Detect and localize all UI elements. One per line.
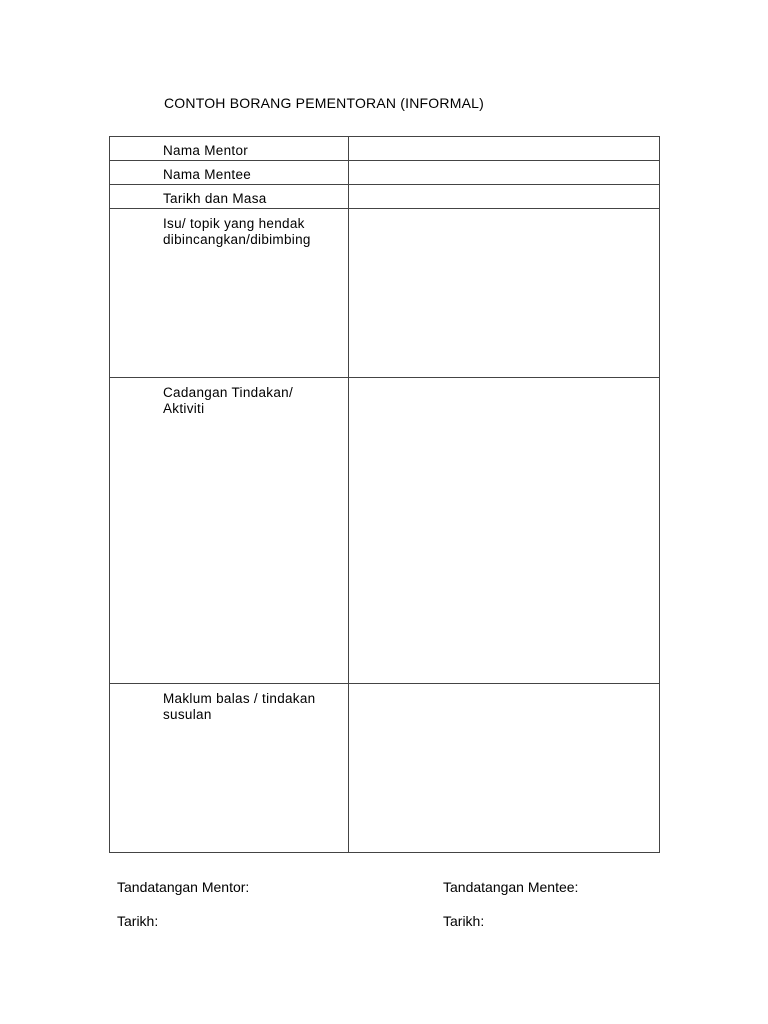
label-cell [110,684,349,853]
label-cell [110,161,349,185]
feedback-field[interactable] [349,684,660,853]
mentor-date-label: Tarikh: [117,913,159,929]
mentee-name-field[interactable] [349,161,660,185]
label-cell [110,209,349,378]
issue-topic-label: Isu/ topik yang hendak dibincangkan/dibimbing [163,216,311,247]
table-row [110,161,660,185]
mentoring-form-table [109,136,660,853]
mentee-date-label: Tarikh: [443,913,485,929]
date-time-field[interactable] [349,185,660,209]
mentor-name-field[interactable] [349,137,660,161]
table-row [110,137,660,161]
table-row [110,378,660,684]
table-row [110,209,660,378]
issue-topic-field[interactable] [349,209,660,378]
table-row [110,684,660,853]
label-cell [110,185,349,209]
label-cell [110,137,349,161]
action-proposal-field[interactable] [349,378,660,684]
table-row [110,185,660,209]
action-proposal-label: Cadangan Tindakan/ Aktiviti [163,385,293,416]
mentor-name-label: Nama Mentor [163,143,249,158]
mentee-name-label: Nama Mentee [163,167,252,182]
mentor-signature-label: Tandatangan Mentor: [117,879,250,895]
form-title: CONTOH BORANG PEMENTORAN (INFORMAL) [164,95,484,111]
date-time-label: Tarikh dan Masa [163,191,267,206]
label-cell [110,378,349,684]
mentee-signature-label: Tandatangan Mentee: [443,879,579,895]
feedback-label: Maklum balas / tindakan susulan [163,691,316,722]
